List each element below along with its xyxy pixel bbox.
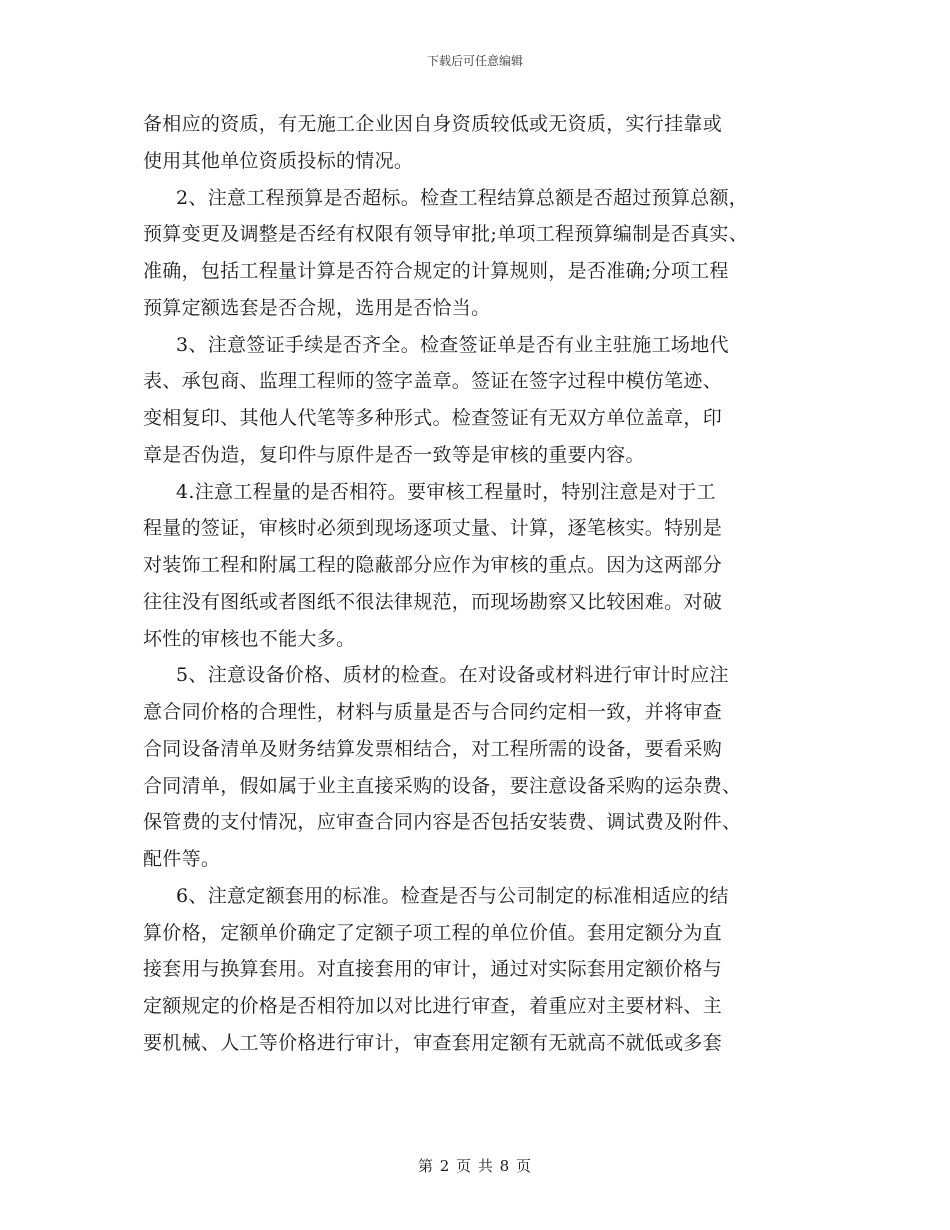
text-line: 合同设备清单及财务结算发票相结合，对工程所需的设备，要看采购 [143,737,723,760]
text-line: 要机械、人工等价格进行审计，审查套用定额有无就高不就低或多套 [143,1031,723,1054]
text-line: 备相应的资质，有无施工企业因自身资质较低或无资质，实行挂靠或 [143,113,723,135]
text-line: 配件等。 [143,848,221,870]
header-note: 下载后可任意编辑 [426,54,523,68]
text-line: 往往没有图纸或者图纸不很法律规范，而现场勘察又比较困难。对破 [143,590,723,613]
text-line: 算价格，定额单价确定了定额子项工程的单位价值。套用定额分为直 [143,921,723,944]
text-line: 接套用与换算套用。对直接套用的审计，通过对实际套用定额价格与 [143,958,723,981]
text-line: 章是否伪造，复印件与原件是否一致等是审核的重要内容。 [143,443,645,466]
text-line: 程量的签证，审核时必须到现场逐项丈量、计算，逐笔核实。特别是 [143,517,723,540]
text-line: 表、承包商、监理工程师的签字盖章。签证在签字过程中模仿笔迹、 [143,370,723,393]
body-text [143,106,813,1062]
text-line: 保管费的支付情况，应审查合同内容是否包括安装费、调试费及附件、 [143,811,742,834]
text-line: 意合同价格的合理性，材料与质量是否与合同约定相一致，并将审查 [143,701,723,723]
text-line: 坏性的审核也不能大多。 [143,627,356,650]
text-line: 定额规定的价格是否相符加以对比进行审查，着重应对主要材料、主 [143,995,723,1017]
paragraph-start-line: 6、注意定额套用的标准。检查是否与公司制定的标准相适应的结 [176,884,729,907]
paragraph-start-line: 2、注意工程预算是否超标。检查工程结算总额是否超过预算总额， [176,186,749,209]
paragraph-start-line: 4.注意工程量的是否相符。要审核工程量时，特别注意是对于工 [176,480,716,503]
paragraph-start-line: 5、注意设备价格、质材的检查。在对设备或材料进行审计时应注 [176,664,729,687]
text-line: 使用其他单位资质投标的情况。 [143,149,414,172]
text-line: 合同清单，假如属于业主直接采购的设备，要注意设备采购的运杂费、 [143,774,742,797]
text-line: 对装饰工程和附属工程的隐蔽部分应作为审核的重点。因为这两部分 [143,554,723,576]
page-number-footer: 第 2 页 共 8 页 [418,1157,532,1175]
text-line: 预算定额选套是否合规，选用是否恰当。 [143,296,491,319]
text-line: 预算变更及调整是否经有权限有领导审批;单项工程预算编制是否真实、 [143,223,749,246]
text-line: 准确，包括工程量计算是否符合规定的计算规则，是否准确;分项工程 [143,260,729,282]
text-line: 变相复印、其他人代笔等多种形式。检查签证有无双方单位盖章，印 [143,407,723,429]
paragraph-start-line: 3、注意签证手续是否齐全。检查签证单是否有业主驻施工场地代 [176,333,729,356]
